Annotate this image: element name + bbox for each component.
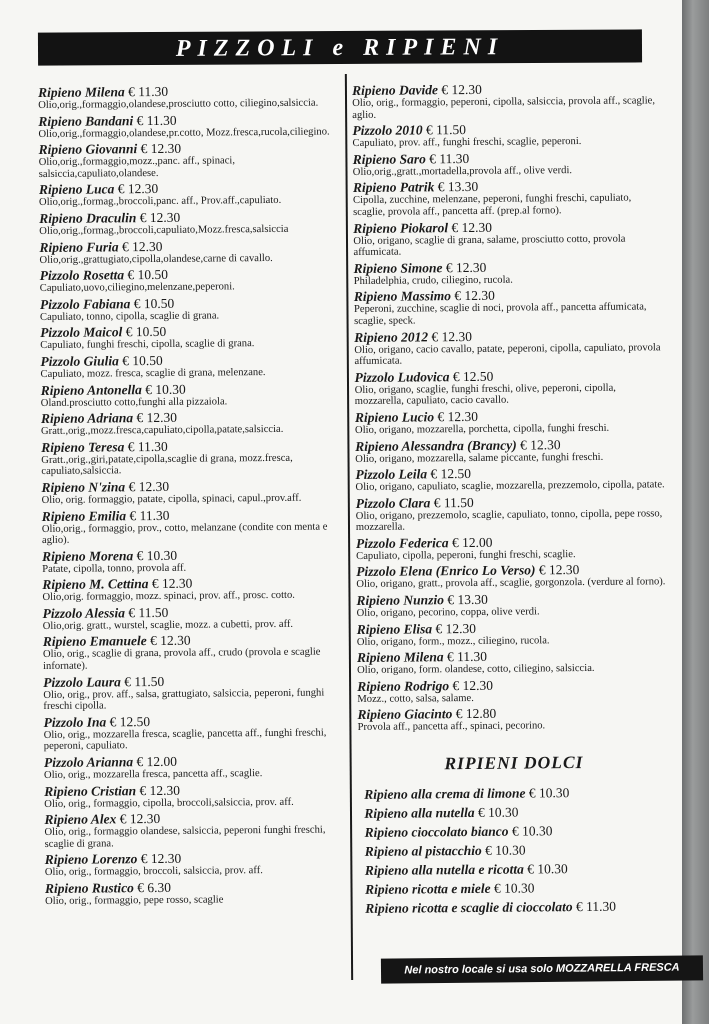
- dolci-item-name: Ripieno cioccolato bianco: [364, 823, 509, 840]
- menu-item-ingredients: Olio,orig. gratt., wurstel, scaglie, mozz. a cubetti, prov. aff.: [42, 618, 294, 632]
- menu-item-price: € 13.30: [437, 179, 479, 195]
- menu-item: [42, 507, 352, 547]
- menu-item: [41, 478, 351, 506]
- menu-item-name: Ripieno Lorenzo: [44, 851, 138, 868]
- menu-item-ingredients: Olio,orig.,formaggio,olandese,pr.cotto, Mozz.fresca,rucola,ciliegino.: [38, 126, 330, 140]
- dolci-item: [359, 879, 671, 897]
- menu-item-price: € 12.30: [519, 436, 561, 453]
- menu-item: [357, 677, 669, 705]
- menu-item-price: € 10.50: [133, 295, 175, 311]
- menu-item-ingredients: Olio, origano, gratt., provola aff., scaglie, gorgonzola. (verdure al forno).: [356, 576, 666, 591]
- menu-item-ingredients: Capuliato,uovo,ciliegino,melenzane,peperoni.: [39, 281, 235, 295]
- menu-item-name: Pizzolo Federica: [355, 535, 449, 551]
- menu-item: [44, 753, 354, 781]
- menu-item: [41, 409, 351, 437]
- menu-item-ingredients: Philadelphia, crudo, ciliegino, rucola.: [353, 274, 513, 287]
- menu-item: [39, 181, 349, 209]
- menu-item-price: € 12.50: [109, 713, 151, 730]
- left-menu-column: [38, 83, 355, 910]
- menu-item-name: Ripieno Elisa: [356, 620, 433, 637]
- menu-item-name: Pizzolo Giulia: [40, 353, 119, 369]
- dolci-item-price: € 11.30: [575, 898, 616, 915]
- menu-item-name: Ripieno Alex: [44, 811, 117, 828]
- menu-item-price: € 10.50: [125, 324, 167, 340]
- menu-item: [352, 81, 664, 121]
- menu-item-price: € 11.30: [128, 83, 169, 100]
- menu-item-price: € 12.30: [437, 408, 478, 425]
- menu-item-price: € 12.30: [121, 238, 163, 254]
- menu-item: [355, 368, 667, 408]
- menu-item-name: Ripieno Draculin: [39, 210, 137, 226]
- menu-item-name: Ripieno Alessandra (Brancy): [355, 437, 517, 454]
- menu-item-price: € 12.30: [431, 328, 473, 344]
- menu-item-ingredients: Olio,orig.,formag.,broccoli,panc. aff., Prov.aff.,capuliato.: [38, 195, 282, 209]
- menu-item-name: Ripieno Teresa: [41, 438, 125, 455]
- menu-item-price: € 10.50: [127, 267, 168, 283]
- menu-item-ingredients: Olio, orig., formaggio olandese, salsiccia, peperoni funghi freschi, scaglie di grana.: [44, 824, 326, 850]
- menu-item-price: € 12.30: [136, 409, 177, 426]
- menu-item-name: Ripieno Massimo: [353, 288, 452, 305]
- menu-item-ingredients: Olio, orig. formaggio, patate, cipolla, spinaci, capul.,prov.aff.: [41, 492, 302, 506]
- menu-item: [38, 83, 348, 111]
- menu-item: [353, 219, 665, 259]
- menu-item: [45, 879, 355, 907]
- menu-item-ingredients: Olio, origano, form., mozz., ciliegino, rucola.: [356, 634, 550, 648]
- menu-item-price: € 11.50: [425, 122, 466, 138]
- menu-item-price: € 12.50: [452, 368, 494, 384]
- menu-item-price: € 11.30: [127, 438, 168, 454]
- dolci-item-name: Ripieno alla crema di limone: [364, 785, 526, 802]
- menu-item-name: Ripieno Patrik: [352, 179, 435, 196]
- dolci-item: [359, 860, 671, 878]
- menu-item-price: € 12.30: [435, 620, 477, 636]
- dolci-section-title: RIPIENI DOLCI: [444, 752, 584, 774]
- menu-item-ingredients: Capuliato, prov. aff., funghi freschi, scaglie, peperoni.: [352, 136, 582, 150]
- menu-item-name: Pizzolo Maicol: [40, 324, 123, 341]
- menu-item-name: Pizzolo Clara: [355, 495, 431, 511]
- menu-item-ingredients: Peperoni, zucchine, scaglie di noci, provola aff., pancetta affumicata, scaglie, speck.: [353, 301, 647, 327]
- menu-item-name: Pizzolo Ludovica: [354, 368, 450, 385]
- dolci-item-name: Ripieno ricotta e miele: [364, 880, 491, 897]
- menu-item-ingredients: Olio, orig., formaggio, broccoli, salsiccia, prov. aff.: [44, 865, 263, 879]
- menu-item-price: € 12.30: [140, 851, 182, 867]
- menu-item-price: € 12.30: [538, 562, 580, 578]
- dolci-item: [358, 822, 670, 840]
- menu-item-ingredients: Olio, origano, capuliato, scaglie, mozzarella, prezzemolo, cipolla, patate.: [355, 479, 665, 494]
- menu-item-ingredients: Olio, orig., mozzarella fresca, pancetta aff., scaglie.: [43, 768, 263, 782]
- menu-item-price: € 12.30: [119, 811, 161, 827]
- menu-item: [45, 851, 355, 879]
- menu-item-ingredients: Olio, orig., formaggio, peperoni, cipolla, salsiccia, provola aff., scaglie, aglio.: [352, 95, 656, 121]
- menu-item-name: Ripieno Emanuele: [42, 633, 147, 650]
- menu-item-price: € 11.50: [433, 494, 474, 510]
- menu-item-price: € 12.30: [454, 288, 495, 304]
- menu-item-price: € 11.50: [128, 604, 169, 621]
- menu-item-price: € 10.50: [122, 352, 163, 369]
- menu-item-ingredients: Olio, origano, scaglie, funghi freschi, olive, peperoni, cipolla, mozzarella, capuliato, cacio cavallo.: [354, 382, 616, 408]
- menu-item: [44, 782, 354, 810]
- menu-item-ingredients: Olio,orig.,formag.,broccoli,capuliato,Mozz.fresca,salsiccia: [39, 223, 289, 237]
- menu-item: [43, 713, 353, 753]
- menu-item: [40, 324, 350, 352]
- menu-item-ingredients: Gratt.,orig.,giri,patate,cipolla,scaglie di grana, mozz.fresca, capuliato,salsiccia.: [41, 452, 293, 478]
- menu-item-price: € 11.50: [124, 673, 165, 689]
- dolci-item-name: Ripieno alla nutella: [364, 804, 475, 821]
- menu-item-name: Pizzolo Rosetta: [39, 267, 125, 284]
- menu-item-ingredients: Capuliato, cipolla, peperoni, funghi freschi, scaglie.: [356, 548, 576, 562]
- menu-item: [357, 620, 669, 648]
- menu-item-ingredients: Olio, origano, mozzarella, salame piccante, funghi freschi.: [355, 451, 604, 465]
- menu-item-name: Ripieno Milena: [356, 649, 444, 666]
- dolci-item-price: € 10.30: [528, 785, 570, 801]
- menu-item-price: € 12.30: [140, 140, 182, 157]
- menu-item: [356, 591, 668, 619]
- menu-item-ingredients: Olio, orig., mozzarella fresca, scaglie, pancetta aff., funghi freschi, peperoni, capuliato.: [43, 727, 327, 753]
- menu-item-name: Ripieno Milena: [37, 84, 125, 100]
- menu-item-ingredients: Cipolla, zucchine, melenzane, peperoni, funghi freschi, capuliato, scaglie, provola aff., pancetta aff. (prep.al forno).: [352, 192, 632, 218]
- menu-item-name: Pizzolo Ina: [43, 714, 107, 730]
- menu-item-name: Ripieno Adriana: [40, 410, 134, 427]
- menu-item-name: Ripieno Giacinto: [357, 706, 453, 723]
- menu-item-ingredients: Olio, orig., formaggio, cipolla, broccoli,salsiccia, prov. aff.: [44, 796, 294, 810]
- menu-item-price: € 13.30: [447, 591, 488, 608]
- menu-item: [43, 673, 353, 713]
- menu-item-price: € 12.30: [441, 81, 482, 98]
- menu-item-price: € 12.00: [136, 753, 177, 770]
- dolci-item-price: € 10.30: [477, 804, 519, 820]
- menu-item: [355, 437, 667, 465]
- menu-item-ingredients: Capuliato, tonno, cipolla, scaglie di grana.: [39, 310, 220, 323]
- menu-item-price: € 12.30: [151, 575, 193, 592]
- menu-item: [355, 408, 667, 436]
- right-menu-column: [352, 81, 671, 920]
- menu-item-ingredients: Olio,orig. formaggio, mozz. spinaci, prov. aff., prosc. cotto.: [42, 590, 295, 604]
- menu-item-price: € 12.30: [150, 633, 191, 649]
- menu-item-ingredients: Gratt.,orig.,mozz.fresca,capuliato,cipolla,patate,salsiccia.: [40, 423, 284, 438]
- menu-item-name: Ripieno Piokarol: [353, 219, 449, 236]
- menu-item: [41, 438, 351, 478]
- dolci-item-price: € 10.30: [485, 842, 526, 858]
- footer-note: Nel nostro locale si usa solo MOZZARELLA FRESCA: [381, 955, 703, 983]
- menu-item: [352, 121, 664, 149]
- menu-item: [38, 140, 348, 180]
- dolci-item: [359, 898, 671, 916]
- menu-item-price: € 11.30: [429, 150, 470, 167]
- menu-item-name: Pizzolo 2010: [352, 122, 423, 139]
- menu-item-ingredients: Capuliato, mozz. fresca, scaglie di grana, melenzane.: [40, 366, 266, 380]
- menu-item-name: Ripieno Emilia: [41, 507, 127, 524]
- menu-item-price: € 12.00: [451, 534, 493, 551]
- menu-item: [43, 633, 353, 673]
- menu-item: [39, 238, 349, 266]
- menu-item-name: Ripieno M. Cettina: [42, 576, 149, 593]
- dolci-item-name: Ripieno al pistacchio: [364, 842, 482, 859]
- menu-item: [44, 810, 354, 850]
- menu-item-ingredients: Olio, origano, form. olandese, cotto, ciliegino, salsiccia.: [357, 663, 595, 677]
- menu-item-name: Pizzolo Laura: [43, 673, 121, 690]
- menu-item: [38, 112, 348, 140]
- menu-item-price: € 11.30: [129, 507, 170, 523]
- menu-item-price: € 10.30: [136, 547, 178, 563]
- menu-item: [356, 494, 668, 534]
- menu-item-name: Ripieno 2012: [354, 328, 429, 345]
- menu-item: [42, 576, 352, 604]
- menu-item-price: € 12.30: [451, 219, 493, 235]
- menu-item-ingredients: Patate, cipolla, tonno, provola aff.: [42, 562, 187, 575]
- menu-item: [354, 328, 666, 368]
- menu-item-ingredients: Olio, origano, prezzemolo, scaglie, capuliato, tonno, cipolla, pepe rosso, mozzarella.: [355, 507, 663, 534]
- dolci-item: [358, 803, 670, 821]
- menu-item-ingredients: Olio, origano, mozzarella, porchetta, cipolla, funghi freschi.: [354, 422, 610, 436]
- dolci-item: [359, 841, 671, 859]
- menu-item: [357, 649, 669, 677]
- menu-item: [353, 150, 665, 178]
- menu-item: [355, 465, 667, 493]
- menu-item-ingredients: Olio,orig.,formaggio,mozz.,panc. aff., spinaci, salsiccia,capuliato,olandese.: [38, 155, 236, 180]
- menu-item-name: Ripieno Davide: [351, 82, 438, 98]
- menu-item-ingredients: Olio,orig.,formaggio,olandese,prosciutto cotto, ciliegino,salsiccia.: [38, 97, 319, 111]
- menu-item-price: € 12.30: [139, 782, 180, 798]
- menu-item-price: € 6.30: [137, 879, 172, 896]
- menu-item-ingredients: Olio,orig., formaggio, prov., cotto, melanzane (condite con menta e aglio).: [41, 520, 328, 547]
- right-menu-items: [352, 81, 670, 734]
- menu-item: [354, 288, 666, 328]
- menu-item-price: € 11.30: [136, 112, 177, 128]
- menu-item-name: Pizzolo Elena (Enrico Lo Verso): [356, 562, 536, 580]
- menu-item-ingredients: Olio, origano, pecorino, coppa, olive verdi.: [356, 606, 540, 620]
- menu-item: [356, 563, 668, 591]
- menu-item-name: Pizzolo Fabiana: [39, 295, 131, 312]
- menu-item-name: Pizzolo Alessia: [42, 605, 126, 621]
- menu-item-ingredients: Oland.prosciutto cotto,funghi alla pizzaiola.: [40, 395, 228, 409]
- menu-item-name: Ripieno Nunzio: [356, 592, 444, 609]
- menu-item: [42, 547, 352, 575]
- menu-item-price: € 12.30: [128, 478, 170, 495]
- menu-item: [40, 352, 350, 380]
- dolci-item-name: Ripieno alla nutella e ricotta: [364, 861, 524, 878]
- menu-item-price: € 11.30: [446, 649, 488, 665]
- dolci-item-price: € 10.30: [493, 880, 535, 896]
- menu-item-ingredients: Mozz., cotto, salsa, salame.: [357, 692, 474, 705]
- background-edge: [682, 0, 709, 1024]
- menu-item: [356, 534, 668, 562]
- dolci-item-name: Ripieno ricotta e scaglie di cioccolato: [365, 899, 573, 916]
- menu-item-ingredients: Olio,orig.,gratt.,mortadella,provola aff., olive verdi.: [352, 164, 573, 178]
- menu-item-name: Ripieno N'zina: [41, 479, 126, 495]
- menu-item: [354, 259, 666, 287]
- menu-item-name: Ripieno Rodrigo: [357, 678, 450, 694]
- dolci-item-price: € 10.30: [527, 861, 568, 877]
- menu-item: [357, 706, 669, 734]
- menu-item-name: Pizzolo Arianna: [43, 754, 134, 771]
- menu-item-name: Ripieno Saro: [352, 151, 426, 167]
- menu-item: [353, 179, 665, 219]
- menu-item-price: € 12.30: [139, 209, 181, 226]
- dolci-list: [358, 784, 671, 916]
- menu-item-price: € 12.30: [452, 677, 494, 693]
- menu-title: PIZZOLI e RIPIENI: [38, 29, 642, 65]
- menu-item-name: Ripieno Furia: [39, 238, 119, 255]
- menu-item-price: € 12.30: [117, 181, 159, 197]
- menu-item-price: € 10.30: [145, 381, 186, 397]
- menu-item-ingredients: Olio, origano, cacio cavallo, patate, peperoni, cipolla, capuliato, provola affumicata.: [354, 341, 661, 368]
- menu-item-price: € 12.80: [455, 706, 497, 722]
- menu-item-ingredients: Olio, orig., formaggio, pepe rosso, scaglie: [45, 894, 224, 907]
- menu-item-price: € 12.30: [445, 259, 487, 275]
- menu-item: [39, 209, 349, 237]
- menu-item-name: Ripieno Simone: [353, 259, 443, 276]
- menu-item-ingredients: Olio, orig., prov. aff., salsa, grattugiato, salsiccia, peperoni, funghi freschi cipolla.: [43, 687, 325, 713]
- menu-item-ingredients: Provola aff., pancetta aff., spinaci, pecorino.: [357, 720, 546, 734]
- menu-item: [43, 604, 353, 632]
- dolci-item: [358, 784, 670, 802]
- menu-item-name: Ripieno Luca: [38, 181, 115, 198]
- menu-item-ingredients: Olio,orig.,grattugiato,cipolla,olandese,carne di cavallo.: [39, 252, 273, 266]
- menu-item-name: Ripieno Giovanni: [38, 141, 138, 158]
- menu-item: [40, 295, 350, 323]
- menu-item-name: Ripieno Bandani: [38, 112, 134, 129]
- dolci-item-price: € 10.30: [511, 823, 553, 839]
- menu-item-name: Ripieno Rustico: [44, 880, 134, 896]
- menu-item-name: Pizzolo Leila: [355, 466, 428, 483]
- menu-item-ingredients: Olio, orig., scaglie di grana, provola aff., crudo (provola e scaglie infornate).: [42, 647, 321, 673]
- menu-item: [40, 266, 350, 294]
- menu-item-name: Ripieno Antonella: [40, 381, 142, 398]
- menu-item-name: Ripieno Cristian: [44, 782, 137, 799]
- menu-item: [41, 381, 351, 409]
- menu-item-ingredients: Olio, origano, scaglie di grana, salame, prosciutto cotto, provola affumicata.: [353, 233, 626, 259]
- menu-item-name: Ripieno Morena: [42, 547, 134, 564]
- menu-item-name: Ripieno Lucio: [354, 409, 435, 425]
- menu-item-ingredients: Capuliato, funghi freschi, cipolla, scaglie di grana.: [40, 338, 255, 352]
- menu-item-price: € 12.50: [430, 466, 471, 482]
